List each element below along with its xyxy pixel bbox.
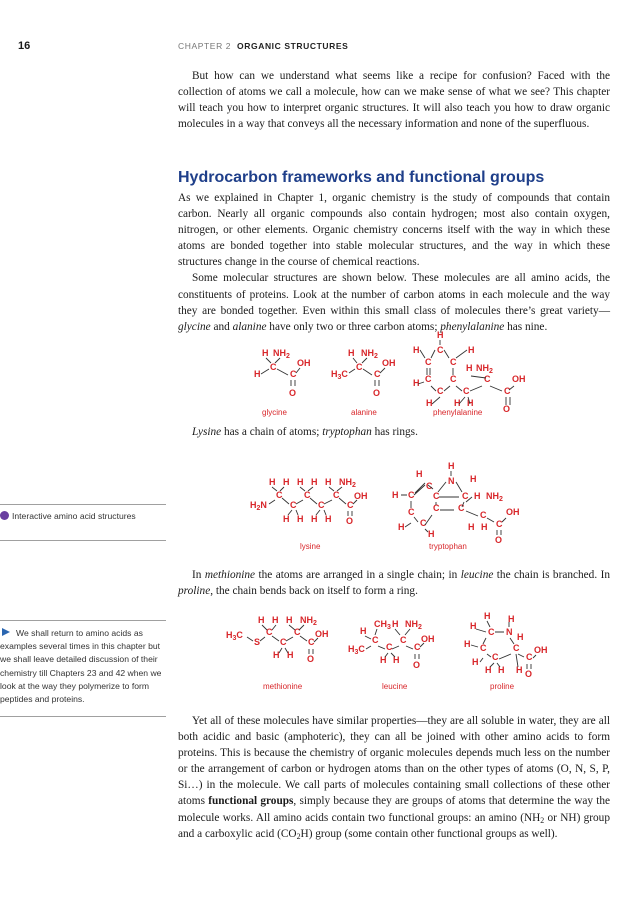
svg-text:H: H — [470, 474, 477, 484]
svg-text:H: H — [325, 477, 332, 487]
svg-text:H: H — [272, 615, 279, 625]
svg-text:C: C — [414, 642, 421, 652]
svg-text:O: O — [307, 654, 315, 664]
svg-text:C: C — [308, 637, 315, 647]
svg-text:H: H — [467, 398, 474, 408]
svg-text:C: C — [347, 500, 354, 510]
svg-text:C: C — [450, 357, 457, 367]
sidebar-rule — [0, 540, 166, 541]
proline-label: proline — [490, 682, 515, 691]
svg-text:H: H — [254, 369, 261, 379]
svg-text:H: H — [484, 611, 491, 621]
svg-text:H: H — [498, 665, 505, 675]
svg-text:H: H — [283, 477, 290, 487]
svg-text:C: C — [437, 345, 444, 355]
svg-text:C: C — [492, 652, 499, 662]
svg-text:H: H — [448, 461, 455, 471]
svg-text:C: C — [294, 627, 301, 637]
sidebar-rule — [0, 504, 166, 505]
svg-text:C: C — [280, 637, 287, 647]
svg-text:H: H — [297, 514, 304, 524]
svg-text:C: C — [372, 635, 379, 645]
sidebar-note-text: We shall return to amino acids as examples several times in this chapter but we shall leave detailed discussion of their chemistry till Chapters 23 and 42 when we look at the way they polymerize to form peptides and proteins. — [0, 628, 162, 705]
svg-text:H: H — [468, 345, 475, 355]
svg-text:H: H — [508, 614, 515, 624]
svg-text:OH: OH — [354, 491, 368, 501]
tryptophan-structure — [392, 461, 520, 551]
svg-text:H: H — [468, 522, 475, 532]
svg-text:O: O — [503, 404, 511, 414]
svg-text:OH: OH — [512, 374, 526, 384]
svg-text:C: C — [480, 510, 487, 520]
svg-text:H: H — [464, 639, 471, 649]
svg-text:C: C — [408, 507, 415, 517]
svg-text:C: C — [480, 643, 487, 653]
svg-text:OH: OH — [421, 634, 435, 644]
svg-text:H: H — [393, 655, 400, 665]
svg-text:CH3: $CH_3$ — [374, 619, 391, 631]
svg-text:H: H — [325, 514, 332, 524]
section-heading: Hydrocarbon frameworks and functional groups — [178, 169, 545, 186]
svg-text:O: O — [346, 516, 354, 526]
svg-text:H: H — [426, 398, 433, 408]
glycine-structure — [254, 348, 311, 417]
svg-text:H: H — [286, 615, 293, 625]
svg-text:C: C — [386, 642, 393, 652]
svg-text:C: C — [333, 490, 340, 500]
svg-text:H: H — [287, 650, 294, 660]
leucine-structure — [348, 619, 435, 691]
methionine-structure — [226, 615, 329, 691]
svg-text:C: C — [437, 386, 444, 396]
svg-text:H: H — [380, 655, 387, 665]
svg-text:C: C — [425, 357, 432, 367]
svg-text:H2N: $H_2N$ — [250, 500, 267, 512]
svg-text:H: H — [516, 665, 523, 675]
svg-text:C: C — [463, 386, 470, 396]
svg-text:O: O — [413, 660, 421, 670]
sidebar-rule — [0, 620, 166, 621]
svg-text:OH: OH — [534, 645, 548, 655]
svg-text:NH2: $NH_2$ — [361, 348, 378, 360]
chapter-title: ORGANIC STRUCTURES — [237, 41, 349, 51]
svg-text:C: C — [290, 369, 297, 379]
svg-text:OH: OH — [382, 358, 396, 368]
svg-text:C: C — [488, 627, 495, 637]
svg-text:C: C — [496, 519, 503, 529]
svg-text:C: C — [484, 374, 491, 384]
svg-text:H: H — [311, 514, 318, 524]
svg-text:S: S — [254, 637, 261, 647]
alanine-structure — [331, 348, 396, 417]
svg-text:C: C — [266, 627, 273, 637]
svg-text:C: C — [356, 362, 363, 372]
svg-text:NH2: $NH_2$ — [486, 491, 503, 503]
svg-text:C: C — [290, 500, 297, 510]
intro-text: But how can we understand what seems like a recipe for confusion? Faced with the collection of atoms we call a molecule, how can we make sense of what we see? This chapter will teach you how to interpret organic structures. It will also teach you how to draw organic molecules in a way that conveys all the necessary information and none of the superfluous. — [178, 70, 610, 131]
svg-text:H: H — [273, 650, 280, 660]
svg-text:C: C — [304, 490, 311, 500]
svg-text:O: O — [373, 388, 381, 398]
svg-text:NH2: $NH_2$ — [476, 363, 493, 375]
svg-text:C: C — [526, 652, 533, 662]
svg-text:OH: OH — [297, 358, 311, 368]
svg-text:H: H — [517, 632, 524, 642]
svg-text:C: C — [276, 490, 283, 500]
svg-text:H: H — [470, 621, 477, 631]
glycine-label: glycine — [262, 408, 287, 417]
body-block-1 — [178, 190, 610, 335]
phenylalanine-structure — [413, 330, 526, 417]
svg-text:N: N — [506, 627, 513, 637]
lysine-structure — [250, 477, 368, 551]
svg-text:C: C — [425, 374, 432, 384]
svg-text:NH2: $NH_2$ — [273, 348, 290, 360]
running-header — [178, 41, 348, 51]
svg-text:C: C — [462, 491, 469, 501]
svg-text:OH: OH — [506, 507, 520, 517]
svg-text:N: N — [448, 476, 455, 486]
leucine-label: leucine — [382, 682, 408, 691]
svg-text:H: H — [437, 330, 444, 340]
svg-text:C: C — [420, 518, 427, 528]
sidebar-note-interactive[interactable] — [0, 510, 166, 523]
svg-text:C: C — [408, 490, 415, 500]
paragraph-4: In methionine the atoms are arranged in a single chain; in leucine the chain is branched. In proline, the chain bends back on itself to form a ring. — [178, 569, 610, 598]
svg-text:H: H — [311, 477, 318, 487]
svg-text:H: H — [474, 491, 481, 501]
svg-text:H: H — [258, 615, 265, 625]
paragraph-2: Some molecular structures are shown below. These molecules are all amino acids, the constituents of proteins. Look at the number of carbon atoms in each molecule and the way they are bonded together. Even within this small class of molecules there’s great variety—glycine and alanine have only two or three carbon atoms; phenylalanine has nine. — [178, 272, 610, 333]
svg-text:H: H — [360, 626, 367, 636]
svg-text:C: C — [433, 491, 440, 501]
molecule-icon — [0, 511, 9, 520]
svg-text:H: H — [392, 490, 399, 500]
svg-text:H3C: $H_3C$ — [226, 630, 243, 642]
arrow-icon — [2, 628, 10, 636]
row1-molecules — [240, 328, 560, 423]
svg-text:H3C: $H_3C$ — [331, 369, 348, 381]
svg-text:O: O — [525, 669, 533, 679]
svg-text:H: H — [454, 398, 461, 408]
row3-molecules — [220, 607, 580, 697]
svg-text:C: C — [450, 374, 457, 384]
svg-text:H: H — [297, 477, 304, 487]
svg-text:H: H — [466, 363, 473, 373]
svg-text:H: H — [428, 529, 435, 539]
svg-text:H: H — [481, 522, 488, 532]
page-number: 16 — [18, 40, 31, 52]
sidebar-note-text: Interactive amino acid structures — [12, 511, 136, 521]
paragraph-3: Lysine has a chain of atoms; tryptophan has rings. — [192, 426, 418, 438]
tryptophan-label: tryptophan — [429, 542, 467, 551]
svg-text:H: H — [485, 665, 492, 675]
lysine-label: lysine — [300, 542, 321, 551]
svg-text:O: O — [289, 388, 297, 398]
svg-text:C: C — [504, 386, 511, 396]
svg-text:H: H — [413, 345, 420, 355]
svg-text:C: C — [318, 500, 325, 510]
svg-text:C: C — [458, 503, 465, 513]
svg-text:H: H — [472, 657, 479, 667]
svg-text:H: H — [262, 348, 269, 358]
svg-text:H3C: $H_3C$ — [348, 644, 365, 656]
paragraph-5: Yet all of these molecules have similar properties—they are all soluble in water, they are all both acidic and basic (amphoteric), they can all be joined with other amino acids to form proteins. This is because the chemistry of organic molecules depends much less on the number or the arrangement of carbon or hydrogen atoms than on the other types of atoms (O, N, S, P, Si…) in the molecule. We call parts of molecules containing small collections of these other atoms functional groups, simply because they are groups of atoms that determine the way the molecule works. All amino acids contain two functional groups: an amino ($NH_2$ or NH) group and a carboxylic acid $(CO_2H)$ group (some contain other functional groups as well). — [178, 715, 611, 841]
svg-text:H: H — [413, 378, 420, 388]
svg-text:OH: OH — [315, 629, 329, 639]
svg-text:C: C — [270, 362, 277, 372]
phenylalanine-label: phenylalanine — [433, 408, 483, 417]
sidebar-rule — [0, 716, 166, 717]
svg-text:NH2: $NH_2$ — [405, 619, 422, 631]
svg-text:H: H — [392, 619, 399, 629]
svg-text:C: C — [374, 369, 381, 379]
svg-text:H: H — [416, 469, 423, 479]
svg-text:O: O — [495, 535, 503, 545]
svg-text:NH2: $NH_2$ — [339, 477, 356, 489]
proline-structure — [464, 611, 548, 691]
sidebar-note-amino-acids — [0, 627, 166, 706]
svg-text:C: C — [433, 503, 440, 513]
methionine-label: methionine — [263, 682, 303, 691]
svg-text:C: C — [400, 635, 407, 645]
paragraph-1: As we explained in Chapter 1, organic chemistry is the study of compounds that contain carbon. Nearly all organic compounds also contain hydrogen; most also contain oxygen, nitrogen, or other elements. Organic chemistry concerns itself with the way in which these atoms are bonded together into stable molecular structures, and the way in which these structures change in the course of chemical reactions. — [178, 192, 610, 269]
alanine-label: alanine — [351, 408, 377, 417]
svg-text:C: C — [426, 481, 433, 491]
svg-text:C: C — [513, 643, 520, 653]
chapter-label: CHAPTER 2 — [178, 41, 232, 51]
row2-molecules — [240, 455, 570, 555]
svg-text:NH2: $NH_2$ — [300, 615, 317, 627]
intro-paragraph — [178, 68, 610, 132]
svg-text:H: H — [398, 522, 405, 532]
svg-text:H: H — [269, 477, 276, 487]
svg-text:H: H — [348, 348, 355, 358]
svg-text:H: H — [283, 514, 290, 524]
